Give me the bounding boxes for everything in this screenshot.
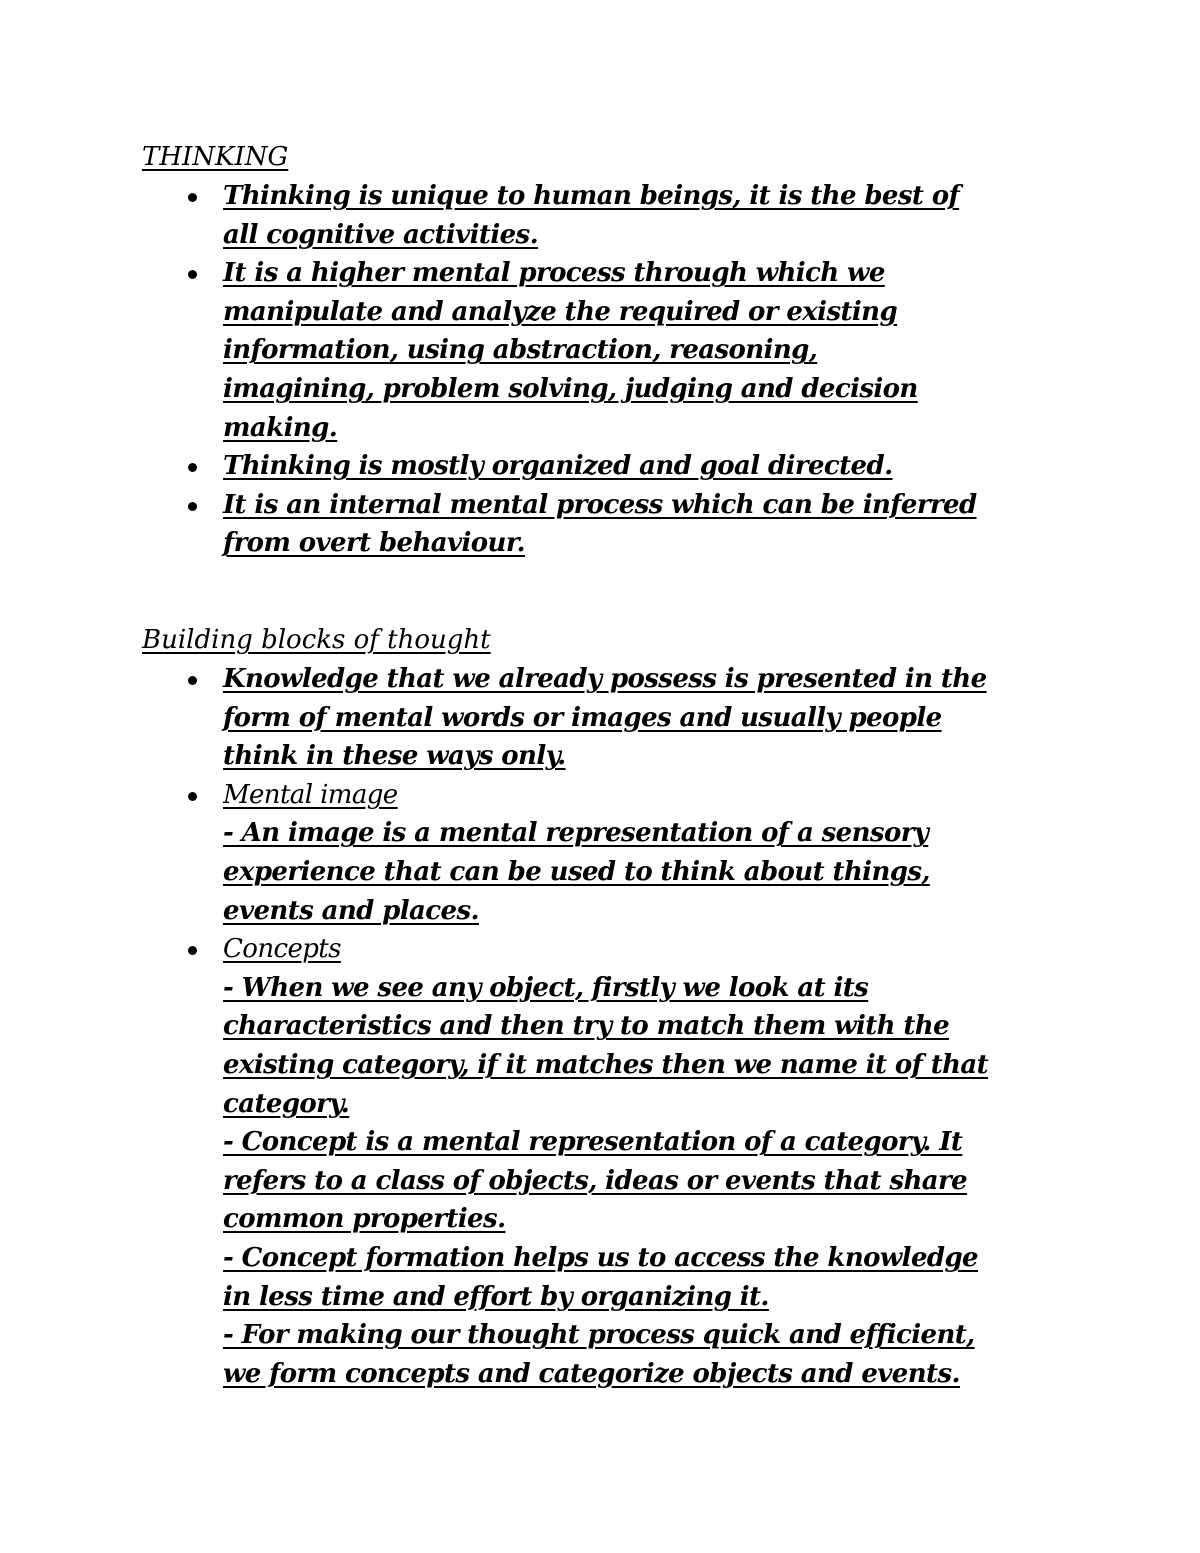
bullet-icon xyxy=(188,463,197,472)
subheading-mental-image: Mental image xyxy=(223,779,398,810)
list-item-line: information, using abstraction, reasoning, xyxy=(223,335,818,366)
list-item xyxy=(223,660,1073,776)
list-item xyxy=(223,776,1073,930)
list-item xyxy=(223,254,1073,447)
list-item-line: experience that can be used to think about things, xyxy=(223,856,930,887)
list-item-line: - An image is a mental representation of a sensory xyxy=(223,818,929,849)
list-item-line: Thinking is unique to human beings, it is the best of xyxy=(223,181,960,211)
bullet-icon xyxy=(188,270,197,279)
list-item xyxy=(223,486,1073,563)
list-item xyxy=(223,177,1073,254)
building-blocks-bullet-list xyxy=(223,660,1073,1393)
list-item-line: manipulate and analyze the required or existing xyxy=(223,296,898,327)
list-item xyxy=(223,930,1073,1393)
list-item-line: - Concept is a mental representation of a category. It xyxy=(223,1127,963,1158)
list-item-line: refers to a class of objects, ideas or events that share xyxy=(223,1165,968,1196)
list-item-line: - For making our thought process quick and efficient, xyxy=(223,1320,975,1351)
bullet-icon xyxy=(188,946,197,955)
list-item-line: we form concepts and categorize objects and events. xyxy=(223,1358,960,1389)
list-item-line: existing category, if it matches then we name it of that xyxy=(223,1049,989,1080)
list-item-line: in less time and effort by organizing it. xyxy=(223,1281,769,1312)
bullet-icon xyxy=(188,676,197,685)
list-item-line: Thinking is mostly organized and goal directed. xyxy=(223,451,893,482)
list-item-line: It is an internal mental process which can be inferred xyxy=(223,489,977,520)
list-item-line: events and places. xyxy=(223,895,479,926)
list-item xyxy=(223,447,1073,486)
list-item-line: - When we see any object, firstly we look at its xyxy=(223,972,869,1003)
list-item-line: from overt behaviour. xyxy=(223,528,526,559)
list-item-line: imagining, problem solving, judging and decision xyxy=(223,373,918,404)
thinking-bullet-list xyxy=(223,177,1073,563)
bullet-icon xyxy=(188,193,197,202)
bullet-icon xyxy=(188,792,197,801)
heading-thinking: THINKING xyxy=(142,142,289,172)
list-item-line: all cognitive activities. xyxy=(223,219,539,250)
list-item-line: category. xyxy=(223,1088,350,1119)
bullet-icon xyxy=(188,502,197,511)
list-item-line: characteristics and then try to match them with the xyxy=(223,1011,950,1042)
list-item-line: It is a higher mental process through which we xyxy=(223,258,885,289)
list-item-line: common properties. xyxy=(223,1204,506,1235)
subheading-concepts: Concepts xyxy=(223,934,341,965)
list-item-line: - Concept formation helps us to access the knowledge xyxy=(223,1242,978,1273)
list-item-line: think in these ways only. xyxy=(223,741,566,772)
heading-building-blocks: Building blocks of thought xyxy=(142,625,491,655)
list-item-line: Knowledge that we already possess is presented in the xyxy=(223,664,987,694)
list-item-line: form of mental words or images and usually people xyxy=(223,702,942,733)
list-item-line: making. xyxy=(223,412,338,443)
